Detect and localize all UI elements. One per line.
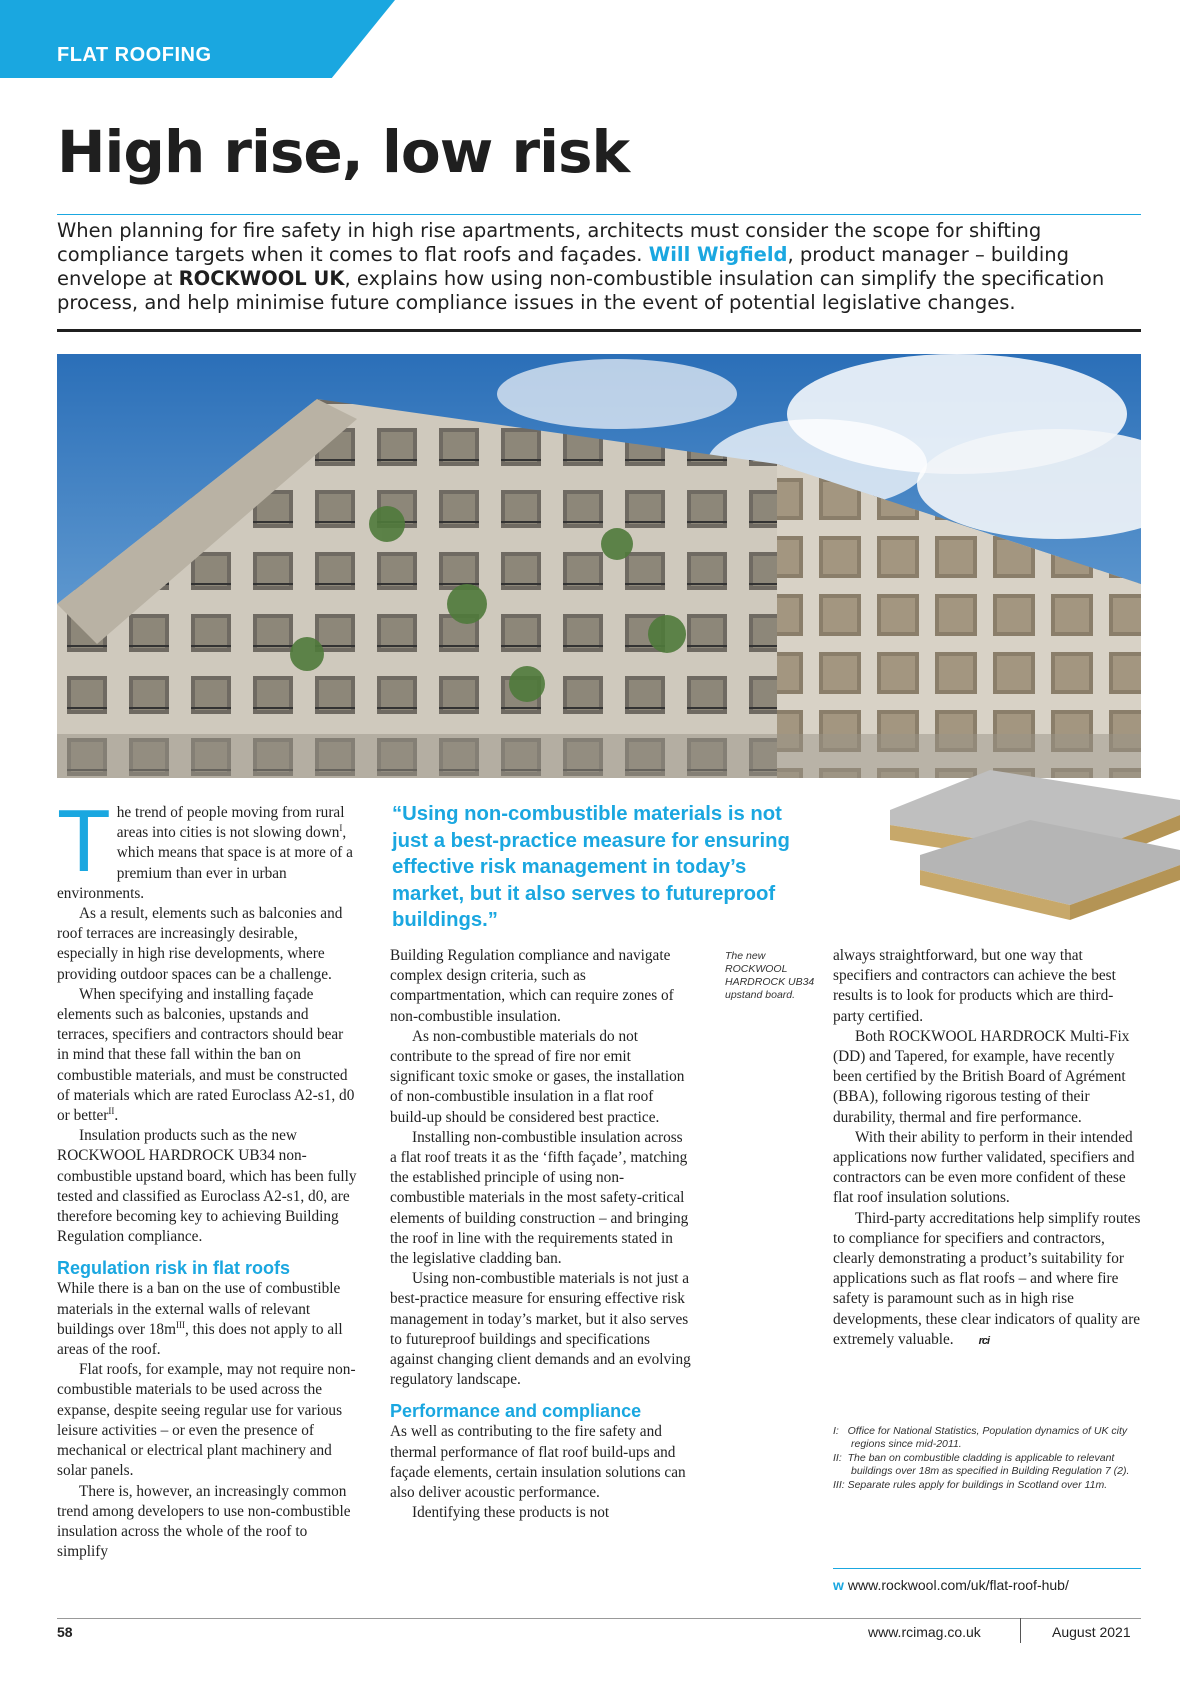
footer-separator bbox=[1020, 1618, 1021, 1643]
footnotes bbox=[833, 1425, 1141, 1493]
footnote: I: Office for National Statistics, Population dynamics of UK city regions since mid-2011. bbox=[833, 1425, 1128, 1450]
intro-paragraph: The trend of people moving from rural areas into cities is not slowing down$^I$, which means that space is at more of a premium than ever in urban environments. bbox=[57, 791, 353, 902]
image-caption: The new ROCKWOOL HARDROCK UB34 upstand board. bbox=[725, 950, 815, 1001]
article-column-1 bbox=[57, 791, 357, 1562]
body-paragraph: While there is a ban on the use of combustible materials in the external walls of relevant buildings over $18m^{III}$, this does not apply to all areas of the roof. bbox=[57, 1280, 343, 1359]
body-paragraph: Building Regulation compliance and navigate complex design criteria, such as compartmentation, which can require zones of non-combustible insulation. bbox=[390, 947, 674, 1025]
weblink-divider bbox=[833, 1568, 1141, 1569]
body-paragraph: With their ability to perform in their intended applications now further validated, specifiers and contractors can be even more confident of these flat roof insulation solutions. bbox=[833, 1128, 1135, 1207]
body-paragraph: As a result, elements such as balconies and roof terraces are increasingly desirable, especially in high rise developments, where providing outdoor spaces can be a challenge. bbox=[57, 905, 343, 983]
body-paragraph: As well as contributing to the fire safety and thermal performance of flat roof build-ups and façade elements, certain insulation solutions can also deliver acoustic performance. bbox=[390, 1423, 686, 1502]
standfirst: When planning for fire safety in high rise apartments, architects must consider the scope for shifting compliance targets when it comes to flat roofs and façades. Will Wigfield, product manager – building envelope at ROCKWOOL UK, explains how using non-combustible insulation can simplify the specification process, and help minimise future compliance issues in the event of potential legislative changes. bbox=[57, 219, 1105, 314]
weblink-url[interactable]: www.rockwool.com/uk/flat-roof-hub/ bbox=[847, 1577, 1069, 1593]
upstand-board-illustration bbox=[880, 770, 1180, 930]
drop-cap: T bbox=[57, 791, 111, 890]
body-paragraph: Third-party accreditations help simplify routes to compliance for specifiers and contractors, clearly demonstrating a product’s suitability for applications such as flat roofs – and where fire safety is paramount such as in high rise developments, these clear indicators of quality are extremely valuable. rci bbox=[833, 1209, 1141, 1351]
footer-date: August 2021 bbox=[1052, 1624, 1131, 1640]
body-paragraph: When specifying and installing façade elements such as balconies, upstands and terraces, specifiers and contractors should bear in mind that these fall within the ban on combustible materials, and must be constructed of materials which are rated Euroclass A2-s1, d0 or better$^{II}$. bbox=[57, 985, 355, 1125]
body-paragraph: Installing non-combustible insulation across a flat roof treats it as the ‘fifth façade’, matching the established principle of using non-combustible materials in the most safety-critical elements of building construction – and bringing the roof in line with the requirements stated in the legislative cladding ban. bbox=[390, 1128, 689, 1268]
pull-quote: “Using non-combustible materials is not just a best-practice measure for ensuring effective risk management in today’s market, but it also serves to futureproof buildings.” bbox=[392, 803, 790, 931]
author-name: Will Wigfield bbox=[648, 243, 788, 266]
page-number: 58 bbox=[57, 1624, 73, 1640]
body-paragraph: Using non-combustible materials is not just a best-practice measure for ensuring effective risk management in today’s market, but it also serves to futureproof buildings and specifications against changing client demands and an evolving regulatory landscape. bbox=[390, 1270, 691, 1389]
body-paragraph: There is, however, an increasingly common trend among developers to use non-combustible insulation across the whole of the roof to simplify bbox=[57, 1482, 351, 1561]
section-label: FLAT ROOFING bbox=[57, 44, 212, 66]
company-name: ROCKWOOL UK bbox=[178, 267, 345, 290]
footer-divider bbox=[57, 1618, 1141, 1619]
headline-divider bbox=[57, 214, 1141, 215]
subheading-performance: Performance and compliance bbox=[390, 1401, 642, 1422]
body-paragraph: always straightforward, but one way that specifiers and contractors can achieve the best results is to look for products which are third-party certified. bbox=[833, 947, 1116, 1025]
article-column-3 bbox=[833, 946, 1141, 1351]
article-column-2 bbox=[390, 946, 692, 1523]
body-paragraph: Identifying these products is not bbox=[412, 1504, 610, 1522]
headline: High rise, low risk bbox=[57, 118, 630, 186]
body-paragraph: Insulation products such as the new ROCKWOOL HARDROCK UB34 non-combustible upstand board, which has been fully tested and classified as Euroclass A2-s1, d0, are therefore becoming key to achieving Building Regulation compliance. bbox=[57, 1127, 357, 1246]
footnote: III: Separate rules apply for buildings in Scotland over 11m. bbox=[833, 1479, 1108, 1491]
standfirst-divider bbox=[57, 329, 1141, 332]
weblink[interactable] bbox=[833, 1577, 1069, 1593]
rci-end-mark: rci bbox=[978, 1334, 990, 1347]
body-paragraph: As non-combustible materials do not contribute to the spread of fire nor emit significant toxic smoke or gases, the installation of non-combustible insulation in a flat roof build-up should be considered best practice. bbox=[390, 1027, 685, 1126]
footnote: II: The ban on combustible cladding is applicable to relevant buildings over 18m as specified in Building Regulation 7 (2). bbox=[833, 1452, 1130, 1477]
body-paragraph: Flat roofs, for example, may not require non-combustible materials to be used across the expanse, despite seeing regular use for various leisure activities – or even the presence of mechanical or electrical plant machinery and solar panels. bbox=[57, 1361, 356, 1480]
web-icon: w bbox=[833, 1577, 844, 1593]
footer-site[interactable]: www.rcimag.co.uk bbox=[868, 1624, 981, 1640]
body-paragraph: Both ROCKWOOL HARDROCK Multi-Fix (DD) and Tapered, for example, have recently been certified by the British Board of Agrément (BBA), following rigorous testing of their durability, thermal and fire performance. bbox=[833, 1027, 1130, 1126]
hero-building-photo bbox=[57, 354, 1141, 778]
subheading-regulation-risk: Regulation risk in flat roofs bbox=[57, 1258, 291, 1279]
